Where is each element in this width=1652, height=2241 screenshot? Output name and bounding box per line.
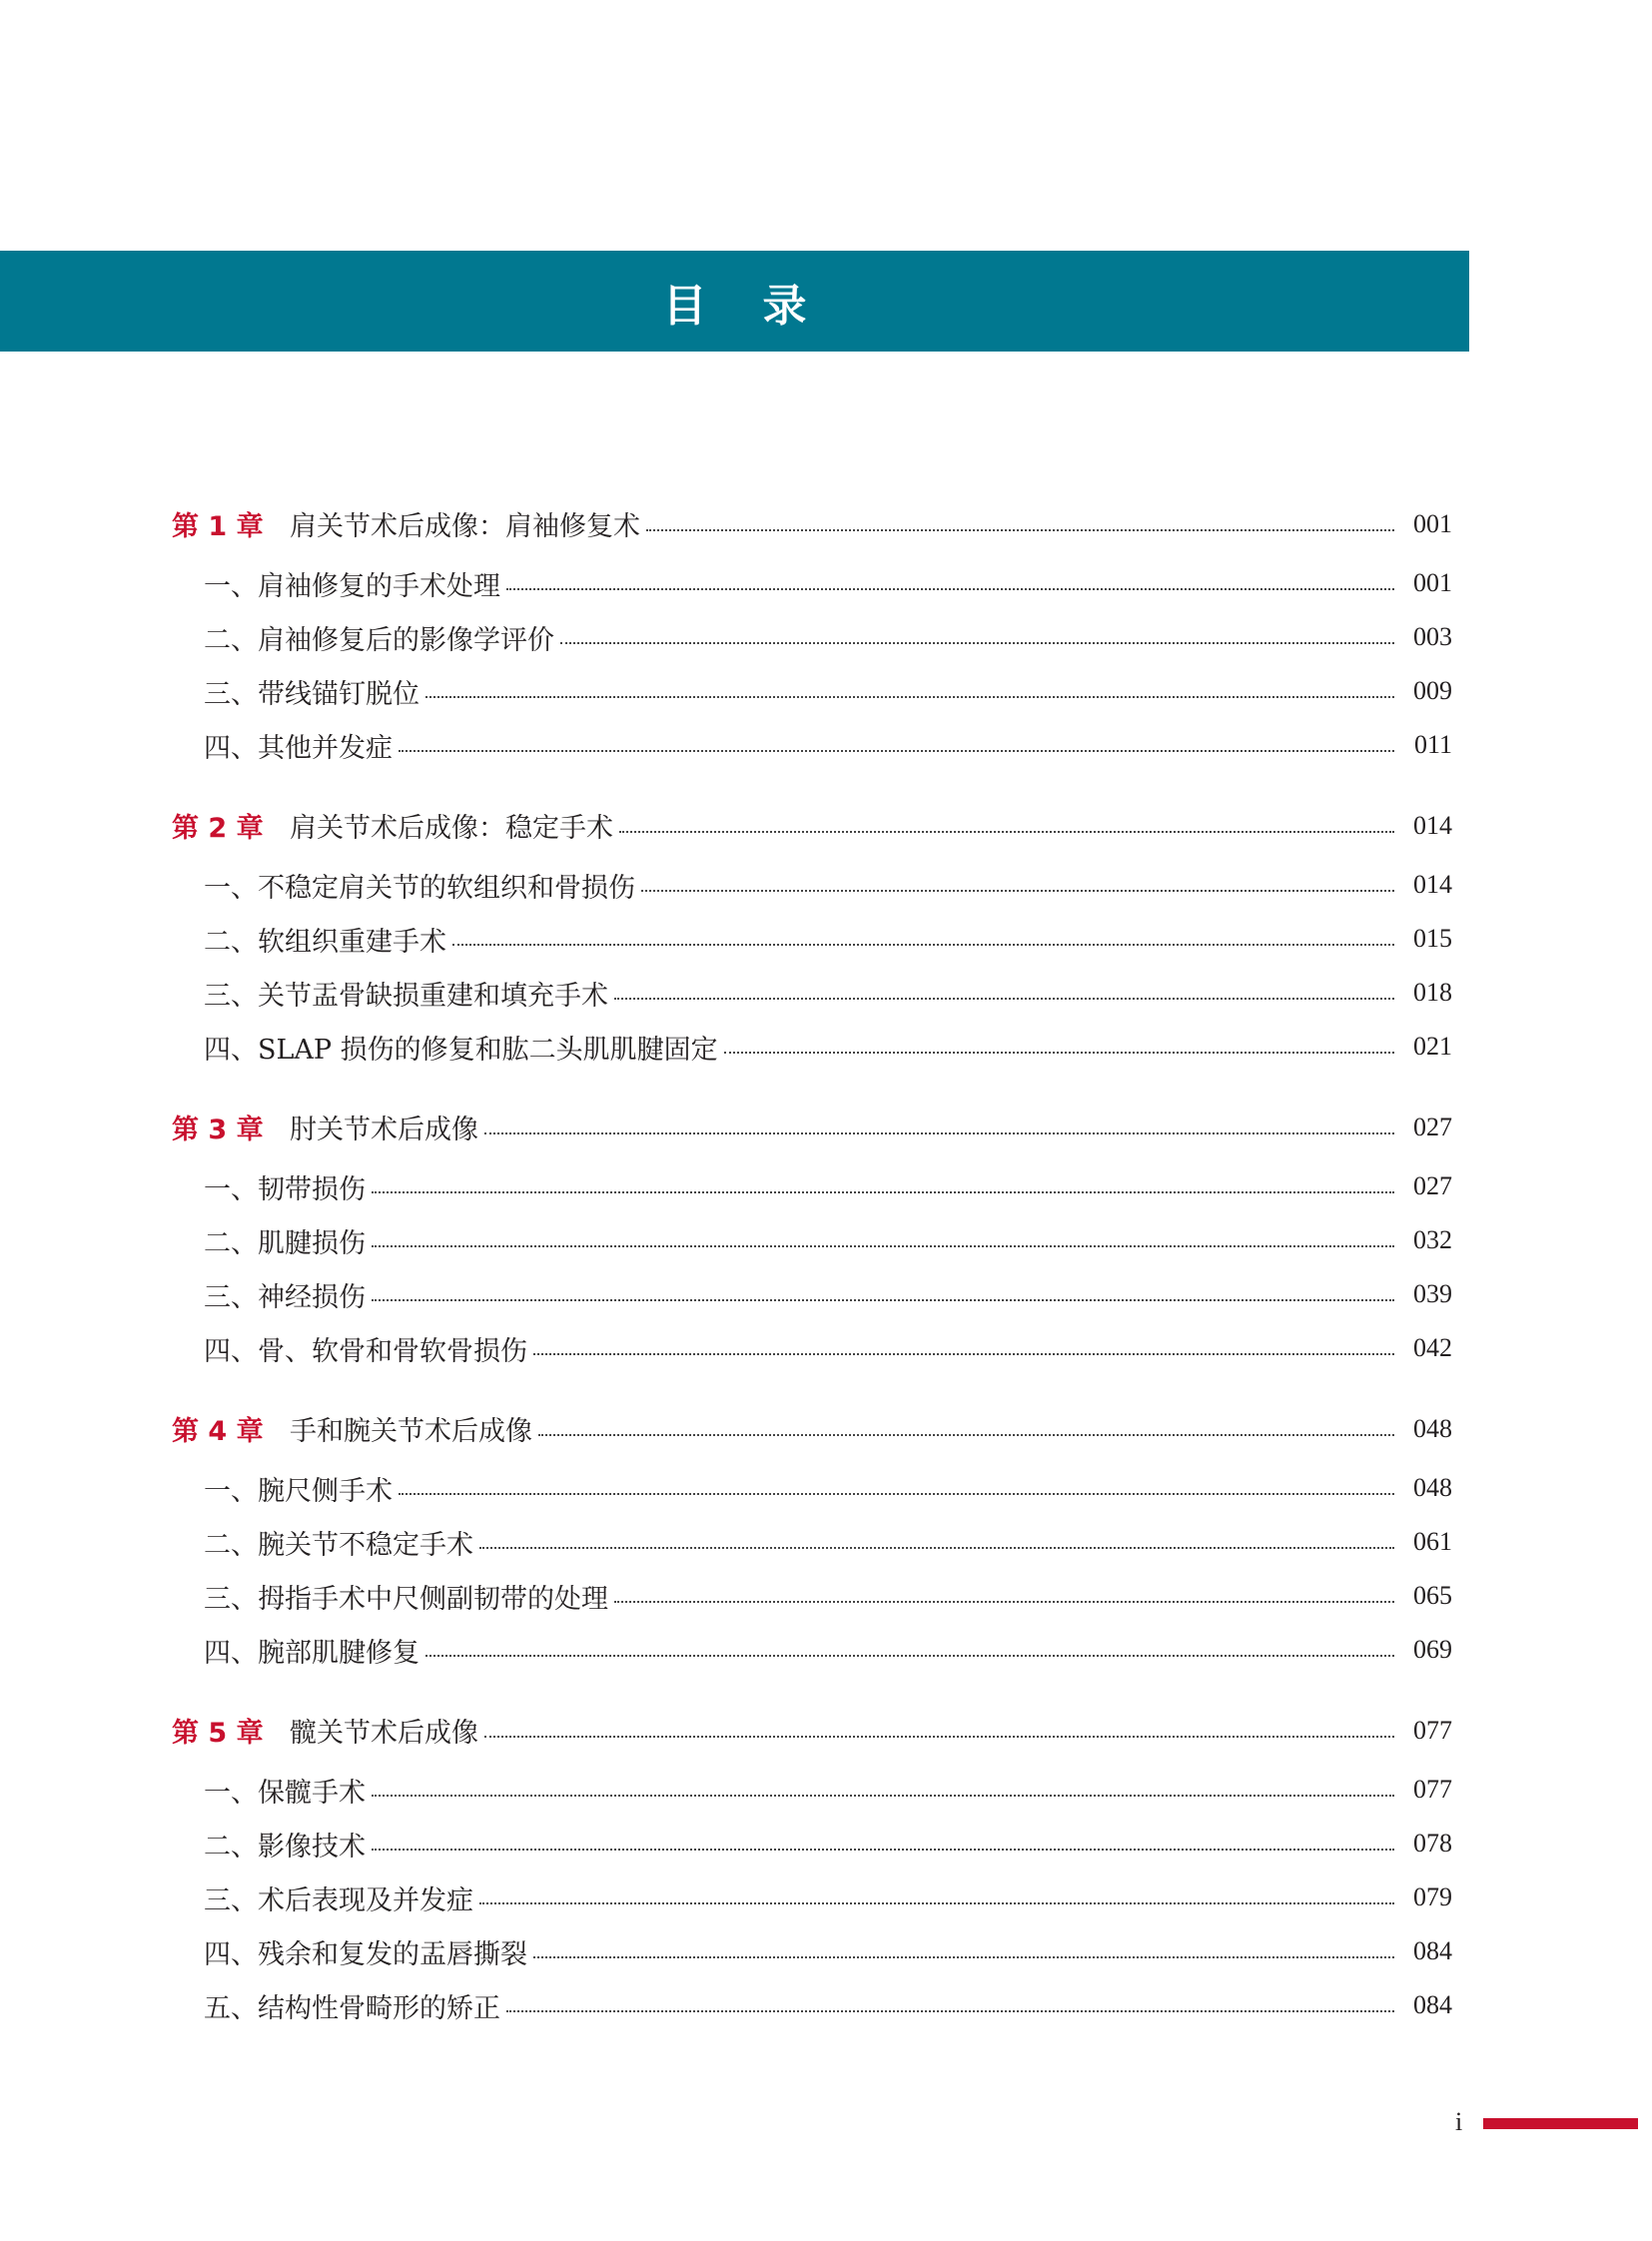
section-title: 二、肌腱损伤 xyxy=(204,1227,366,1259)
section-title: 三、术后表现及并发症 xyxy=(204,1884,473,1916)
section-title: 三、带线锚钉脱位 xyxy=(204,678,419,710)
section-entry[interactable] xyxy=(172,1267,1452,1321)
chapter-page-number: 027 xyxy=(1413,1112,1452,1141)
section-title: 三、关节盂骨缺损重建和填充手术 xyxy=(204,980,608,1012)
dot-leader xyxy=(614,998,1394,1000)
section-title: 一、不稳定肩关节的软组织和骨损伤 xyxy=(204,872,635,904)
section-title: 二、肩袖修复后的影像学评价 xyxy=(204,624,554,656)
section-entry[interactable] xyxy=(172,1515,1452,1569)
chapter-title: 肩关节术后成像：稳定手术 xyxy=(290,813,613,844)
section-entry[interactable] xyxy=(172,1020,1452,1074)
section-entry[interactable] xyxy=(172,1321,1452,1375)
section-title: 二、影像技术 xyxy=(204,1831,366,1863)
section-page-number: 018 xyxy=(1413,978,1452,1007)
dot-leader xyxy=(372,1795,1394,1797)
dot-leader xyxy=(372,1849,1394,1851)
toc-chapter xyxy=(172,1396,1452,1677)
dot-leader xyxy=(724,1052,1394,1054)
section-page-number: 084 xyxy=(1413,1936,1452,1965)
chapter-title: 肘关节术后成像 xyxy=(290,1115,478,1145)
section-entry[interactable] xyxy=(172,966,1452,1020)
section-entry[interactable] xyxy=(172,1870,1452,1924)
section-entry[interactable] xyxy=(172,556,1452,610)
chapter-page-number: 077 xyxy=(1413,1715,1452,1745)
section-title: 四、残余和复发的盂唇撕裂 xyxy=(204,1938,527,1970)
section-page-number: 011 xyxy=(1413,730,1452,759)
dot-leader xyxy=(506,2010,1394,2012)
dot-leader xyxy=(560,642,1394,644)
folio-accent-bar xyxy=(1483,2118,1638,2129)
dot-leader xyxy=(425,696,1394,698)
dot-leader xyxy=(399,750,1394,752)
dot-leader xyxy=(641,890,1394,892)
dot-leader xyxy=(484,1736,1394,1738)
section-entry[interactable] xyxy=(172,610,1452,664)
chapter-entry[interactable] xyxy=(172,793,1452,858)
chapter-number: 第 4 章 xyxy=(172,1416,264,1447)
dot-leader xyxy=(619,831,1394,833)
dot-leader xyxy=(533,1353,1394,1355)
section-title: 四、骨、软骨和骨软骨损伤 xyxy=(204,1335,527,1367)
dot-leader xyxy=(506,588,1394,590)
dot-leader xyxy=(452,944,1394,946)
chapter-number: 第 3 章 xyxy=(172,1115,264,1145)
section-page-number: 027 xyxy=(1413,1171,1452,1200)
section-title: 五、结构性骨畸形的矫正 xyxy=(204,1992,500,2024)
chapter-number: 第 5 章 xyxy=(172,1718,264,1749)
chapter-page-number: 048 xyxy=(1413,1413,1452,1443)
section-title: 一、腕尺侧手术 xyxy=(204,1475,393,1507)
dot-leader xyxy=(614,1601,1394,1603)
chapter-entry[interactable] xyxy=(172,1095,1452,1159)
section-entry[interactable] xyxy=(172,1159,1452,1213)
section-page-number: 048 xyxy=(1413,1473,1452,1502)
chapter-number: 第 2 章 xyxy=(172,813,264,844)
section-page-number: 001 xyxy=(1413,568,1452,597)
section-page-number: 039 xyxy=(1413,1279,1452,1308)
chapter-title: 肩关节术后成像：肩袖修复术 xyxy=(290,511,640,542)
chapter-title: 髋关节术后成像 xyxy=(290,1718,478,1749)
section-page-number: 061 xyxy=(1413,1527,1452,1556)
section-title: 一、韧带损伤 xyxy=(204,1173,366,1205)
dot-leader xyxy=(484,1132,1394,1134)
section-title: 四、SLAP 损伤的修复和肱二头肌肌腱固定 xyxy=(204,1034,718,1066)
toc-chapter xyxy=(172,491,1452,772)
section-title: 三、拇指手术中尺侧副韧带的处理 xyxy=(204,1583,608,1615)
section-entry[interactable] xyxy=(172,1569,1452,1623)
section-page-number: 079 xyxy=(1413,1882,1452,1911)
section-page-number: 078 xyxy=(1413,1829,1452,1858)
section-title: 二、腕关节不稳定手术 xyxy=(204,1529,473,1561)
chapter-number: 第 1 章 xyxy=(172,511,264,542)
dot-leader xyxy=(479,1547,1394,1549)
section-entry[interactable] xyxy=(172,912,1452,966)
section-title: 一、肩袖修复的手术处理 xyxy=(204,570,500,602)
dot-leader xyxy=(372,1299,1394,1301)
chapter-title: 手和腕关节术后成像 xyxy=(290,1416,532,1447)
section-page-number: 077 xyxy=(1413,1775,1452,1804)
section-title: 四、其他并发症 xyxy=(204,732,393,764)
toc-chapter xyxy=(172,1095,1452,1375)
dot-leader xyxy=(533,1956,1394,1958)
section-entry[interactable] xyxy=(172,1924,1452,1978)
section-title: 三、神经损伤 xyxy=(204,1281,366,1313)
dot-leader xyxy=(479,1902,1394,1904)
chapter-entry[interactable] xyxy=(172,1698,1452,1763)
dot-leader xyxy=(372,1245,1394,1247)
dot-leader xyxy=(538,1434,1394,1436)
section-entry[interactable] xyxy=(172,858,1452,912)
section-page-number: 084 xyxy=(1413,1990,1452,2019)
section-title: 一、保髋手术 xyxy=(204,1777,366,1809)
toc-chapter xyxy=(172,1698,1452,2032)
section-page-number: 042 xyxy=(1413,1333,1452,1362)
toc-chapter xyxy=(172,793,1452,1074)
section-page-number: 021 xyxy=(1413,1032,1452,1061)
section-entry[interactable] xyxy=(172,718,1452,772)
chapter-page-number: 014 xyxy=(1413,810,1452,840)
section-page-number: 069 xyxy=(1413,1635,1452,1664)
dot-leader xyxy=(372,1191,1394,1193)
section-page-number: 015 xyxy=(1413,924,1452,953)
section-page-number: 003 xyxy=(1413,622,1452,651)
section-entry[interactable] xyxy=(172,664,1452,718)
section-page-number: 014 xyxy=(1413,870,1452,899)
dot-leader xyxy=(425,1655,1394,1657)
chapter-entry[interactable] xyxy=(172,1396,1452,1461)
section-page-number: 065 xyxy=(1413,1581,1452,1610)
chapter-page-number: 001 xyxy=(1413,508,1452,538)
section-page-number: 032 xyxy=(1413,1225,1452,1254)
table-of-contents xyxy=(172,491,1452,2053)
page-title: 目录 xyxy=(662,280,863,332)
section-entry[interactable] xyxy=(172,1213,1452,1267)
page-folio: i xyxy=(1455,2107,1463,2136)
section-title: 二、软组织重建手术 xyxy=(204,926,446,958)
section-entry[interactable] xyxy=(172,1763,1452,1817)
dot-leader xyxy=(646,529,1394,531)
chapter-entry[interactable] xyxy=(172,491,1452,556)
title-banner xyxy=(0,251,1469,352)
section-entry[interactable] xyxy=(172,1623,1452,1677)
section-entry[interactable] xyxy=(172,1461,1452,1515)
section-title: 四、腕部肌腱修复 xyxy=(204,1637,419,1669)
section-entry[interactable] xyxy=(172,1817,1452,1870)
dot-leader xyxy=(399,1493,1394,1495)
section-entry[interactable] xyxy=(172,1978,1452,2032)
section-page-number: 009 xyxy=(1413,676,1452,705)
